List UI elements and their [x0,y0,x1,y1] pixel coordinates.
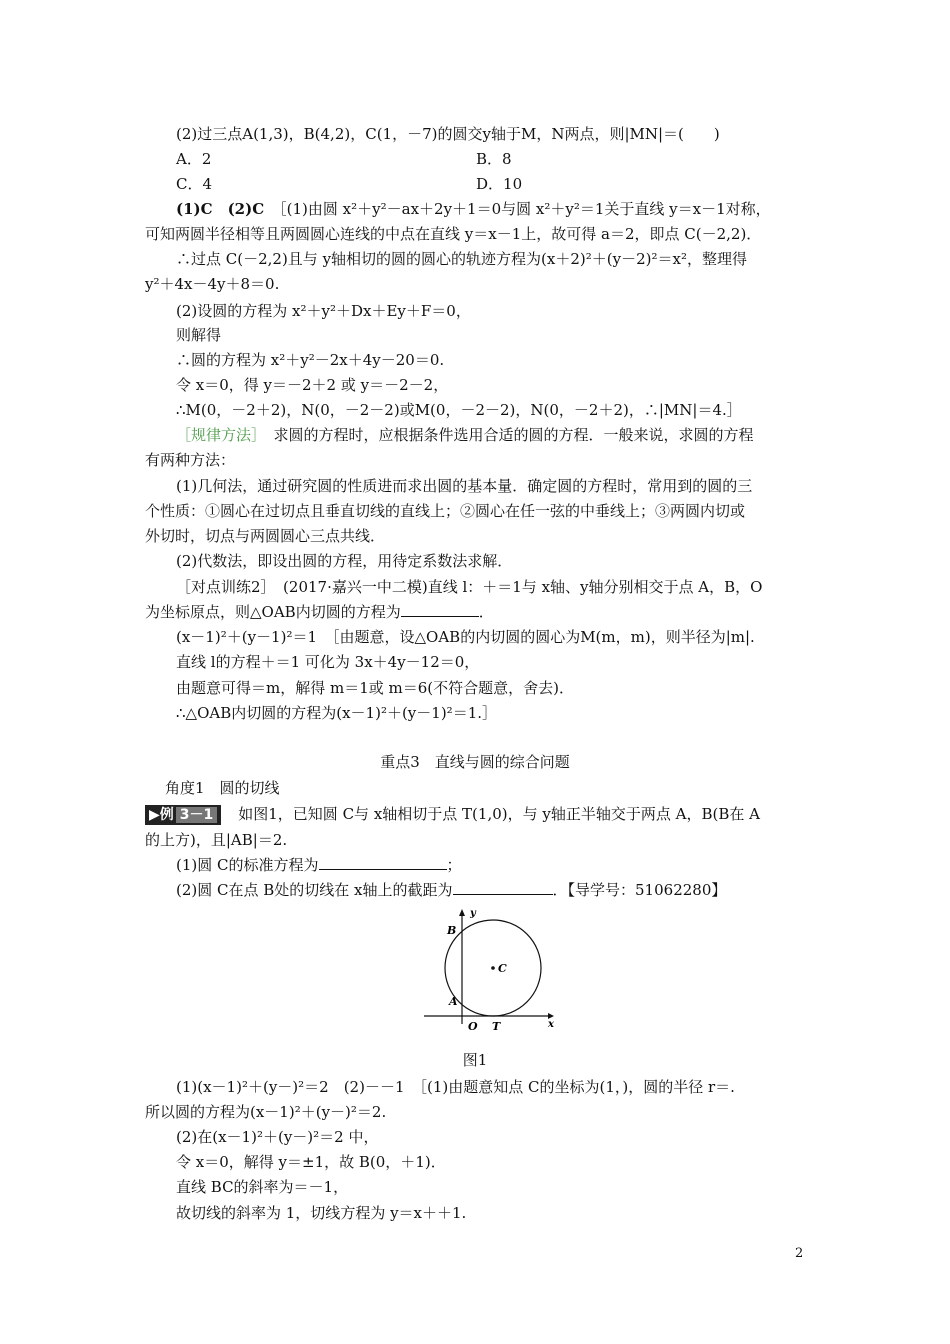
solution-1-line-2: 可知两圆半径相等且两圆圆心连线的中点在直线 y＝x－1上，故可得 a＝2，即点 C(－2,2)． [145,225,762,243]
section-heading: 重点3 直线与圆的综合问题 [380,753,570,771]
solution-1-line-5: (2)设圆的方程为 x²＋y²＋Dx＋Ey＋F＝0， [176,302,471,320]
method-line-5: 外切时，切点与两圆圆心三点共线． [145,527,386,545]
method-line-6: (2)代数法，即设出圆的方程，用待定系数法求解． [176,552,513,570]
label-o: O [468,1020,478,1033]
example-q2-text: (2)圆 C在点 B处的切线在 x轴上的截距为 [176,881,453,899]
solution-2-line-4: 令 x＝0，解得 y＝±1，故 B(0，＋1)． [176,1153,446,1171]
center-point [491,966,495,970]
example-q2-end: ．【导学号：51062280】 [552,881,727,899]
label-a: A [449,995,458,1008]
example-line-2: 的上方)，且|AB|＝2. [145,831,288,849]
training-solution-1: (x－1)²＋(y－1)²＝1 ［由题意，设△OAB的内切圆的圆心为M(m，m)，则半径为|m|. [176,628,755,646]
example-line-1 [145,804,760,825]
training-solution-2: 直线 l的方程＋＝1 可化为 3x＋4y－12＝0， [176,653,480,671]
figure-caption: 图1 [462,1051,488,1069]
options-row-1 [176,149,876,169]
options-row-2 [176,174,876,194]
solution-1-line-6: 则解得 [176,326,222,344]
solution-1-line-4: y²＋4x－4y＋8＝0. [145,275,280,293]
solution-2-line-1: (1)(x－1)²＋(y－)²＝2 (2)－－1 ［(1)由题意知点 C的坐标为(1，)，圆的半径 r＝. [176,1078,735,1096]
label-c: C [498,962,507,975]
training-line-1: ［对点训练2］ (2017·嘉兴一中二模)直线 l：＋＝1与 x轴、y轴分别相交于点 A，B，O [176,578,763,596]
solution-2-line-5: 直线 BC的斜率为＝－1， [176,1178,349,1196]
option-b: B．8 [476,150,512,168]
label-t: T [492,1020,501,1033]
label-y: y [470,908,476,919]
solution-text: ［(1)由圆 x²＋y²－ax＋2y＋1＝0与圆 x²＋y²＝1关于直线 y＝x－1对称， [279,200,771,218]
example-badge: ▶例 3－1 [145,805,221,825]
page-number: 2 [795,1246,804,1261]
example-question-2 [176,880,726,900]
label-x: x [548,1019,554,1030]
training-end: ． [478,603,494,621]
method-line-3: (1)几何法，通过研究圆的性质进而求出圆的基本量．确定圆的方程时，常用到的圆的三 [176,477,753,495]
solution-1-line-3: ∴过点 C(－2,2)且与 y轴相切的圆的圆心的轨迹方程为(x＋2)²＋(y－2)²＝x²，整理得 [176,250,747,268]
solution-1-line-9: ∴M(0，－2＋2)，N(0，－2－2)或M(0，－2－2)，N(0，－2＋2)，∴|MN|＝4.］ [176,401,742,419]
example-number: 3－1 [176,807,217,823]
example-text: 如图1，已知圆 C与 x轴相切于点 T(1,0)，与 y轴正半轴交于两点 A，B(B在 A [223,805,760,823]
solution-1-line-1 [176,199,771,219]
answer-blank-1 [319,855,447,870]
example-q1-end: ； [446,856,462,874]
solution-1-line-8: 令 x＝0，得 y＝－2＋2 或 y＝－2－2， [176,376,449,394]
option-c: C．4 [176,175,213,193]
solution-2-line-2: 所以圆的方程为(x－1)²＋(y－)²＝2. [145,1103,387,1121]
training-question: 为坐标原点，则△OAB内切圆的方程为 [145,603,401,621]
method-line-1 [176,425,754,445]
training-line-2 [145,602,494,622]
example-q1-text: (1)圆 C的标准方程为 [176,856,319,874]
label-b: B [447,924,457,937]
solution-2-line-6: 故切线的斜率为 1，切线方程为 y＝x＋＋1. [176,1204,467,1222]
answer-blank [401,602,479,617]
question-2-stem: (2)过三点A(1,3)，B(4,2)，C(1，－7)的圆交y轴于M，N两点，则|MN|＝( ) [176,125,720,143]
option-d: D．10 [476,175,523,193]
training-solution-3: 由题意可得＝m，解得 m＝1或 m＝6(不符合题意，舍去)． [176,679,575,697]
figure-1-circle-diagram [420,906,570,1033]
y-axis-arrow [459,909,465,916]
method-tag: ［规律方法］ [176,426,259,444]
method-line-2: 有两种方法： [145,451,236,469]
training-solution-4: ∴△OAB内切圆的方程为(x－1)²＋(y－1)²＝1.］ [176,704,497,722]
answer-blank-2 [453,880,553,895]
angle-heading: 角度1 圆的切线 [165,779,280,797]
answer-letters: (1)C (2)C [176,200,265,218]
method-line-4: 个性质：①圆心在过切点且垂直切线的直线上；②圆心在任一弦的中垂线上；③两圆内切或 [145,502,746,520]
example-question-1 [176,855,462,875]
example-tag: 例 [159,807,174,823]
solution-2-line-3: (2)在(x－1)²＋(y－)²＝2 中， [176,1128,379,1146]
method-text: 求圆的方程时，应根据条件选用合适的圆的方程．一般来说，求圆的方程 [258,426,754,444]
solution-1-line-7: ∴圆的方程为 x²＋y²－2x＋4y－20＝0. [176,351,445,369]
option-a: A．2 [176,150,212,168]
